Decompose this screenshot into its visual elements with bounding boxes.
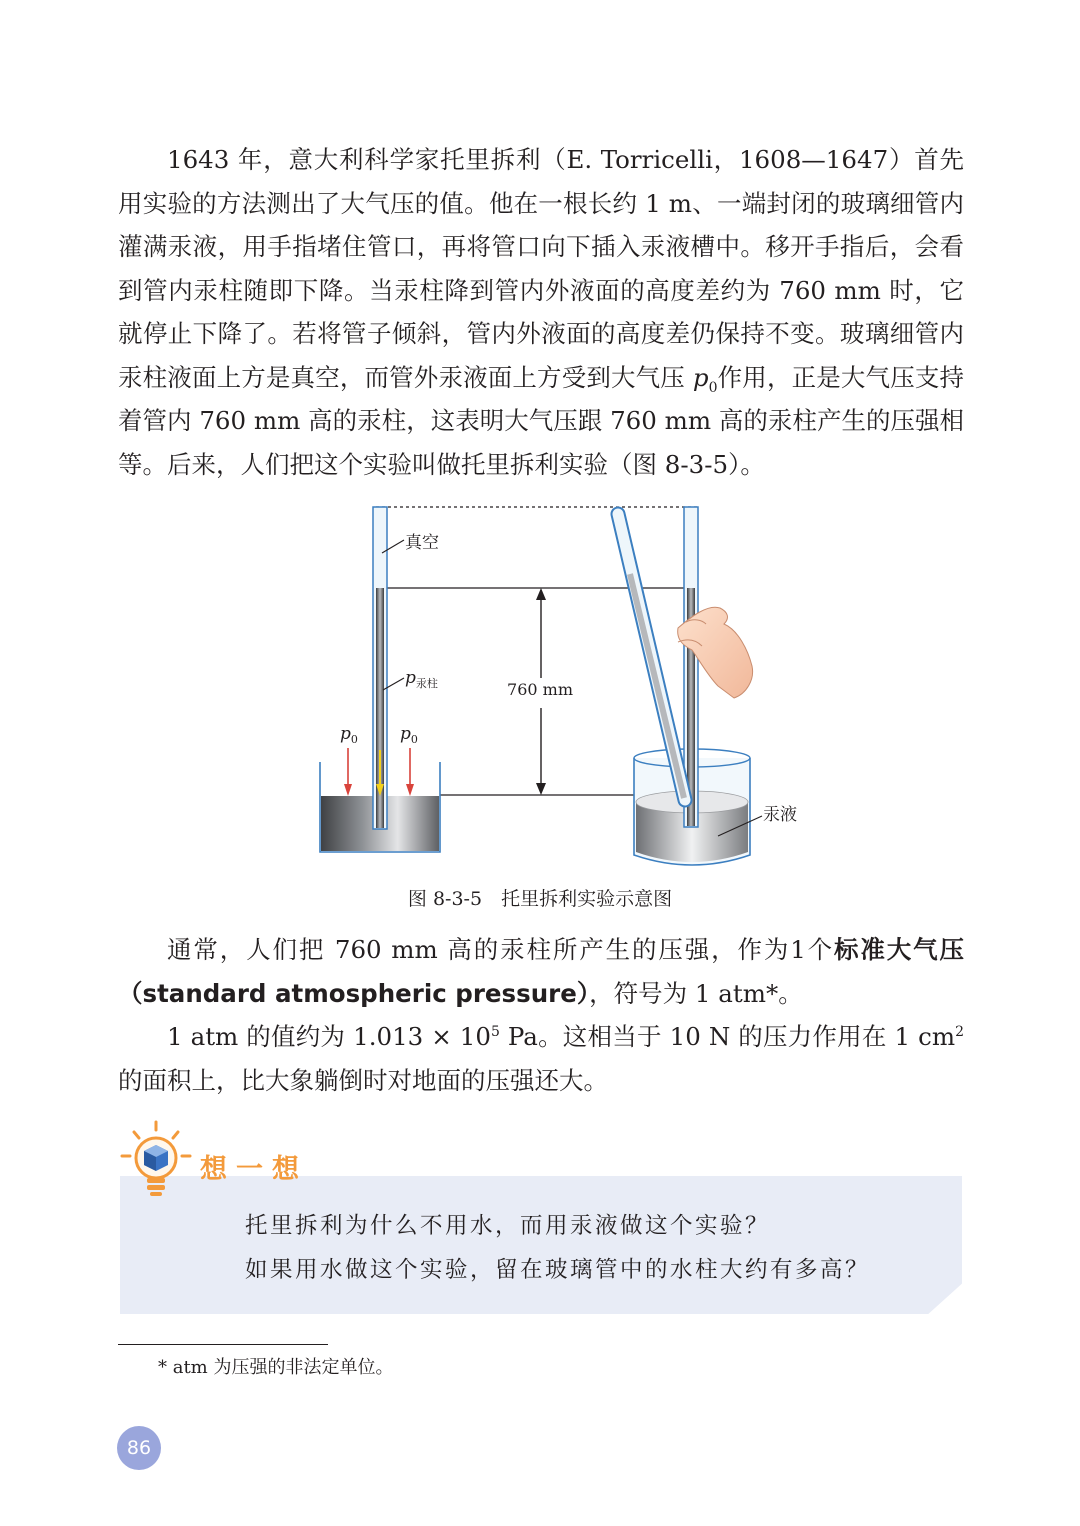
vacuum-label: 真空 [405, 533, 439, 553]
think-question-2: 如果用水做这个实验，留在玻璃管中的水柱大约有多高？ [245, 1257, 871, 1283]
paragraph-torricelli: 1643 年，意大利科学家托里拆利（E. Torricelli，1608—1647）首先用实验的方法测出了大气压的值。他在一根长约 1 m、一端封闭的玻璃细管内灌满汞液，用手指堵住管口，再将管口向下插入汞液槽中。移开手指后，会看到管内汞柱随即下降。当汞柱降到管内外液面的高度差约为 760 mm 时，它就停止下降了。若将管子倾斜，管内外液面的高度差仍保持不变。玻璃细管内汞柱液面上方是真空，而管外汞液面上方受到大气压 $p_0$作用，正是大气压支持着管内 760 mm 高的汞柱，这表明大气压跟 760 mm 高的汞柱产生的压强相等。后来，人们把这个实验叫做托里拆利实验（图 8-3-5）。 [118, 145, 964, 479]
torricelli-figure [300, 500, 797, 880]
pressure-symbol: p [692, 362, 709, 392]
paragraph-atm-value: 1 atm 的值约为 $1.013 \times 10^5$ Pa。这相当于 10 N 的压力作用在 1 $cm^2$ 的面积上，比大象躺倒时对地面的压强还大。 [118, 1022, 964, 1095]
think-question-1: 托里拆利为什么不用水，而用汞液做这个实验？ [245, 1213, 771, 1239]
mercury-label: 汞液 [763, 805, 797, 825]
p0-right-label: $p_0$ [400, 724, 418, 746]
think-title: 想一想 [200, 1154, 308, 1185]
footnote: * atm 为压强的非法定单位。 [158, 1357, 394, 1378]
standard-atmosphere-term: 标准大气压（standard atmospheric pressure） [118, 935, 964, 1008]
lightbulb-cube-icon [118, 1118, 202, 1202]
figure-caption: 图 8-3-5 托里拆利实验示意图 [407, 888, 673, 910]
p-mercury-label: $p_{汞柱}$ [405, 668, 438, 690]
height-label: 760 mm [507, 680, 573, 699]
paragraph-standard-atmosphere: 通常，人们把 760 mm 高的汞柱所产生的压强，作为1个标准大气压（standard atmospheric pressure），符号为 1 atm*。 [118, 935, 964, 1008]
page-number-badge: 86 [117, 1426, 161, 1470]
think-box [120, 1176, 962, 1314]
footnote-rule [118, 1344, 328, 1345]
p0-left-label: $p_0$ [340, 724, 358, 746]
